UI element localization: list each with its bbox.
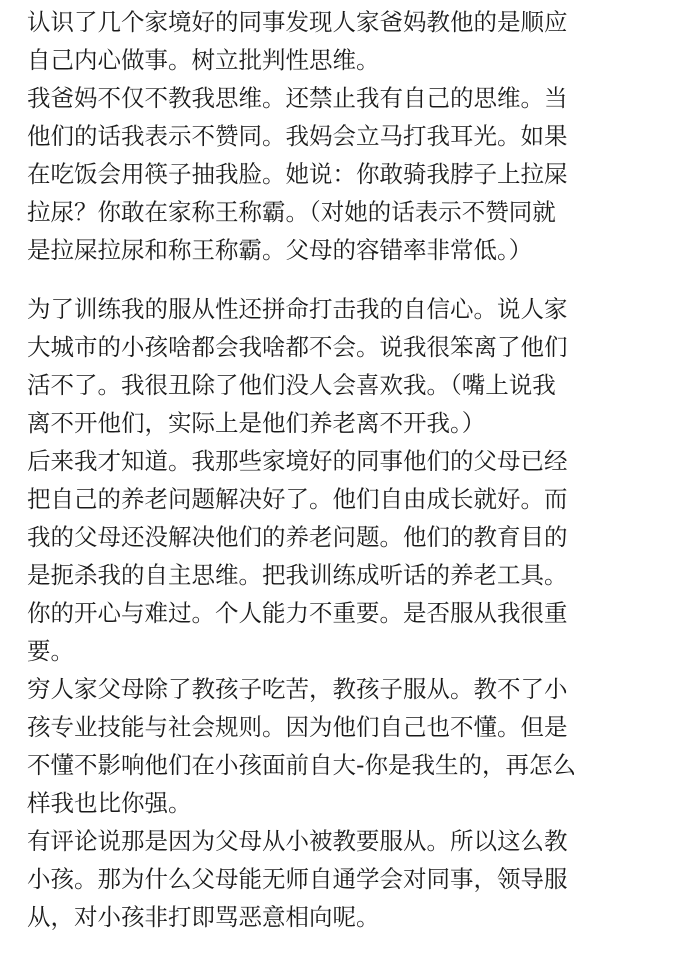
paragraph-colleagues bbox=[27, 3, 667, 79]
text-line: 在吃饭会用筷子抽我脸。她说：你敢骑我脖子上拉屎 bbox=[27, 160, 568, 188]
text-line: 自己内心做事。树立批判性思维。 bbox=[27, 46, 380, 74]
text-line: 有评论说那是因为父母从小被教要服从。所以这么教 bbox=[27, 827, 568, 855]
text-line: 认识了几个家境好的同事发现人家爸妈教他的是顺应 bbox=[27, 8, 568, 36]
text-line: 小孩。那为什么父母能无师自通学会对同事，领导服 bbox=[27, 865, 568, 893]
paragraph-later-knew bbox=[27, 442, 667, 670]
text-section-bottom bbox=[27, 290, 667, 936]
text-line: 大城市的小孩啥都会我啥都不会。说我很笨离了他们 bbox=[27, 333, 568, 361]
text-line: 样我也比你强。 bbox=[27, 789, 192, 817]
paragraph-obedience bbox=[27, 290, 667, 442]
paragraph-comment bbox=[27, 822, 667, 936]
text-line: 不懂不影响他们在小孩面前自大-你是我生的，再怎么 bbox=[27, 751, 576, 779]
text-line: 从，对小孩非打即骂恶意相向呢。 bbox=[27, 903, 380, 931]
text-line: 活不了。我很丑除了他们没人会喜欢我。（嘴上说我 bbox=[27, 371, 556, 399]
text-line: 要。 bbox=[27, 637, 74, 665]
text-line: 为了训练我的服从性还拼命打击我的自信心。说人家 bbox=[27, 295, 568, 323]
text-section-top bbox=[27, 3, 667, 269]
text-line: 离不开他们，实际上是他们养老离不开我。） bbox=[27, 409, 486, 437]
text-line: 穷人家父母除了教孩子吃苦，教孩子服从。教不了小 bbox=[27, 675, 568, 703]
paragraph-parents-forbid bbox=[27, 79, 667, 269]
text-line: 后来我才知道。我那些家境好的同事他们的父母已经 bbox=[27, 447, 568, 475]
text-line: 我的父母还没解决他们的养老问题。他们的教育目的 bbox=[27, 523, 568, 551]
paragraph-poor-parents bbox=[27, 670, 667, 822]
text-line: 把自己的养老问题解决好了。他们自由成长就好。而 bbox=[27, 485, 568, 513]
text-line: 孩专业技能与社会规则。因为他们自己也不懂。但是 bbox=[27, 713, 568, 741]
text-line: 你的开心与难过。个人能力不重要。是否服从我很重 bbox=[27, 599, 568, 627]
text-line: 拉尿？你敢在家称王称霸。（对她的话表示不赞同就 bbox=[27, 198, 556, 226]
text-line: 是拉屎拉尿和称王称霸。父母的容错率非常低。） bbox=[27, 236, 533, 264]
text-line: 我爸妈不仅不教我思维。还禁止我有自己的思维。当 bbox=[27, 84, 568, 112]
text-line: 他们的话我表示不赞同。我妈会立马打我耳光。如果 bbox=[27, 122, 568, 150]
text-line: 是扼杀我的自主思维。把我训练成听话的养老工具。 bbox=[27, 561, 568, 589]
